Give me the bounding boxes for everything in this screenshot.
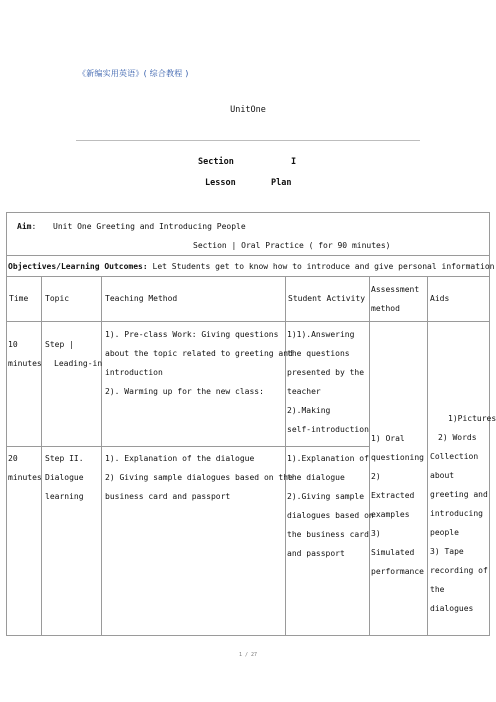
- row-divider: [7, 446, 369, 447]
- aids-cell: 1)Pictures 2) Words Collection about greeting and introducing people 3) Tape recording of the dialogues: [430, 414, 496, 613]
- objectives-label: Objectives/Learning Outcomes:: [8, 262, 148, 271]
- row2-activity: 1).Explanation of the dialogue 2).Giving sample dialogues based on the business card and passport: [287, 454, 374, 558]
- header-rule: [76, 140, 420, 141]
- col-header-aids: Aids: [430, 294, 450, 303]
- row1-time: 10 minutes: [8, 340, 42, 368]
- section-heading: [198, 157, 308, 167]
- lesson-plan-heading: [205, 178, 305, 188]
- lesson-label: Lesson: [205, 178, 236, 188]
- aim-cell: Aim:: [17, 222, 37, 231]
- col-divider: [101, 276, 102, 636]
- book-title: 《新编实用英语》( 综合教程 ): [78, 69, 189, 78]
- row2-method: 1). Explanation of the dialogue 2) Giving sample dialogues based on the business card and passport: [105, 454, 293, 501]
- row2-time: 20 minutes: [8, 454, 42, 482]
- col-header-assessment-method: method: [371, 304, 400, 313]
- row1-method: 1). Pre-class Work: Giving questions about the topic related to greeting and introduction 2). Warming up for the new class:: [105, 330, 293, 396]
- col-header-time: Time: [9, 294, 29, 303]
- assessment-cell: 1) Oral questioning 2) Extracted examples 3) Simulated performance: [371, 434, 424, 576]
- row-divider: [7, 255, 489, 256]
- row2-topic: Step II. Dialogue learning: [45, 454, 84, 501]
- lesson-plan-table: [6, 212, 496, 636]
- aim-line-2: Section | Oral Practice ( for 90 minutes): [193, 241, 391, 250]
- objectives-row: [8, 260, 494, 273]
- page-number: 1 / 27: [238, 652, 258, 658]
- section-label: Section: [198, 157, 234, 167]
- col-divider: [427, 276, 428, 636]
- col-header-topic: Topic: [45, 294, 70, 303]
- col-header-assessment: Assessment: [371, 285, 420, 294]
- aim-label: Aim: [17, 222, 32, 231]
- plan-label: Plan: [271, 178, 292, 188]
- aim-line-1: Unit One Greeting and Introducing People: [53, 222, 246, 231]
- section-number: I: [291, 157, 297, 167]
- col-header-method: Teaching Method: [105, 294, 178, 303]
- row1-activity: 1)1).Answering the questions presented by the teacher 2).Making self-introduction: [287, 330, 369, 434]
- unit-title: UnitOne: [230, 105, 266, 115]
- col-header-activity: Student Activity: [288, 294, 366, 303]
- row-divider: [7, 276, 489, 277]
- objectives-text: Let Students get to know how to introduce and give personal information: [152, 262, 495, 271]
- row-divider: [7, 321, 489, 322]
- row1-topic: Step | Leading-in: [45, 340, 103, 368]
